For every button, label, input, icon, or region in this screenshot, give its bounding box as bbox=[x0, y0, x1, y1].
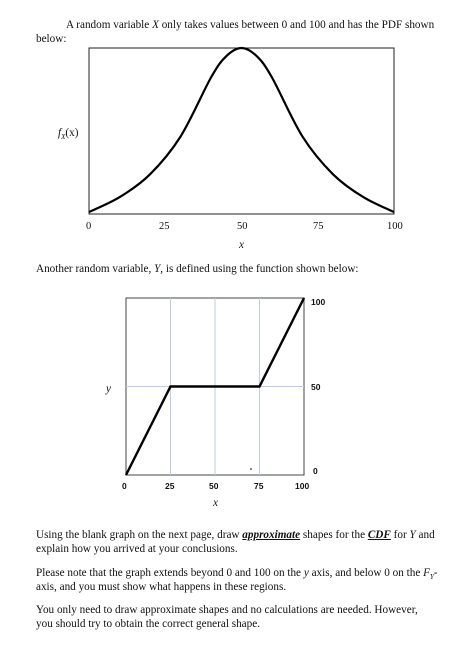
intro-text-start: A random variable bbox=[66, 19, 153, 31]
instr1-var-y: Y bbox=[409, 529, 416, 541]
instr2-var-f: F bbox=[423, 567, 430, 579]
pdf-ylabel-arg: (x) bbox=[65, 127, 79, 139]
intro-line-2: below: bbox=[36, 33, 67, 45]
function-ytick-100: 100 bbox=[311, 297, 326, 307]
intro-var-x: X bbox=[152, 19, 159, 31]
second-var-y: Y bbox=[154, 263, 161, 275]
function-ytick-50: 50 bbox=[311, 382, 321, 392]
instruction-3-line-2: you should try to obtain the correct general shape. bbox=[36, 618, 260, 630]
instr1-approximate: approximate bbox=[242, 529, 301, 541]
second-text-end: , is defined using the function shown below: bbox=[160, 263, 359, 275]
instr1-cdf: CDF bbox=[367, 529, 391, 541]
instr2-var-y: y bbox=[303, 567, 309, 579]
function-xtick-75: 75 bbox=[254, 481, 264, 491]
pdf-ylabel-sub: X bbox=[61, 133, 66, 142]
function-xtick-50: 50 bbox=[209, 481, 219, 491]
second-text-start: Another random variable, bbox=[36, 263, 155, 275]
pdf-xtick-50: 50 bbox=[237, 221, 248, 232]
pdf-x-axis-label: x bbox=[239, 239, 244, 251]
pdf-xtick-100: 100 bbox=[387, 221, 403, 232]
function-y-axis-label: y bbox=[106, 383, 111, 395]
intro-text-end: only takes values between 0 and 100 and has the PDF shown bbox=[158, 19, 435, 31]
instr2-text-a: Please note that the graph extends beyond 0 and 100 on the bbox=[36, 567, 304, 579]
pdf-ylabel-f: f bbox=[58, 127, 62, 139]
instruction-2-line-2: axis, and you must show what happens in these regions. bbox=[36, 581, 287, 593]
instruction-3-line-1: You only need to draw approximate shapes and no calculations are needed. However, bbox=[36, 604, 418, 616]
function-xtick-25: 25 bbox=[165, 481, 175, 491]
instr2-text-c: - bbox=[433, 567, 438, 579]
instruction-1-line-1 bbox=[36, 528, 435, 542]
instr1-text-b: shapes for the bbox=[300, 529, 368, 541]
instr1-text-c: for bbox=[390, 529, 410, 541]
function-ytick-0: 0 bbox=[313, 466, 318, 476]
pdf-xtick-75: 75 bbox=[313, 221, 324, 232]
instr1-text-d: and bbox=[415, 529, 435, 541]
pdf-xtick-0: 0 bbox=[86, 221, 92, 232]
pdf-xtick-25: 25 bbox=[159, 221, 170, 232]
instruction-1-line-2: explain how you arrived at your conclusions. bbox=[36, 543, 238, 555]
instr2-text-b: axis, and below 0 on the bbox=[308, 567, 424, 579]
instr1-text-a: Using the blank graph on the next page, draw bbox=[36, 529, 243, 541]
stray-dot bbox=[250, 468, 252, 470]
function-x-axis-label: x bbox=[213, 497, 218, 509]
function-xtick-100: 100 bbox=[295, 481, 310, 491]
instr2-sub-y: Y bbox=[429, 573, 434, 582]
function-xtick-0: 0 bbox=[122, 481, 127, 491]
